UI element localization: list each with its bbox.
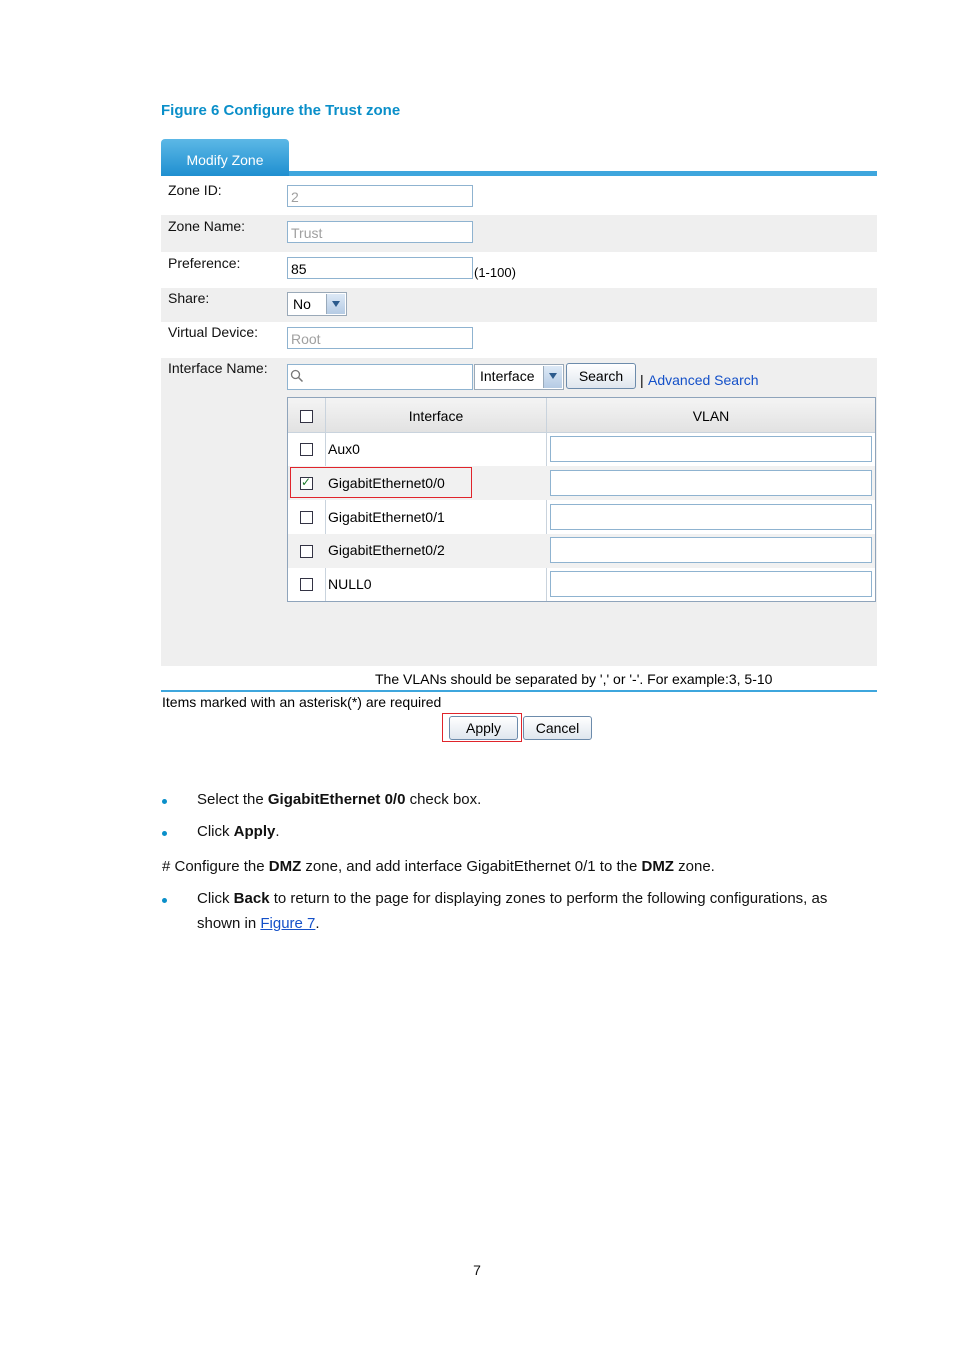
select-all-checkbox[interactable] <box>300 410 313 423</box>
paragraph-dmz <box>162 858 715 875</box>
vlan-hint: The VLANs should be separated by ',' or '-'. For example:3, 5-10 <box>375 671 773 687</box>
text: zone, and add interface GigabitEthernet 0/1 to the <box>301 858 642 875</box>
interface-filter-select[interactable] <box>474 364 564 390</box>
required-note: Items marked with an asterisk(*) are required <box>162 694 442 710</box>
chevron-down-icon <box>543 366 562 388</box>
bold-text: Apply <box>233 823 276 840</box>
interface-name: Aux0 <box>328 441 360 457</box>
row-zone-id <box>161 176 877 215</box>
row-zone-name <box>161 215 877 252</box>
vlan-input[interactable] <box>550 436 872 462</box>
link-separator: | <box>640 372 644 388</box>
zone-id-label: Zone ID: <box>168 182 222 198</box>
step-1 <box>197 791 481 808</box>
row-checkbox-null0[interactable] <box>300 578 313 591</box>
row-checkbox-aux0[interactable] <box>300 443 313 456</box>
text: # Configure the <box>162 858 269 875</box>
bullet <box>162 898 167 903</box>
row-virtual-device <box>161 322 877 358</box>
tab-modify-zone[interactable] <box>161 139 289 176</box>
col-header-vlan: VLAN <box>692 408 730 424</box>
row-checkbox-ge02[interactable] <box>300 545 313 558</box>
preference-label: Preference: <box>168 255 241 271</box>
text: . <box>275 823 280 840</box>
footer-divider <box>161 690 877 692</box>
preference-input[interactable]: 85 <box>287 257 473 279</box>
bold-text: DMZ <box>641 858 674 875</box>
tab-label: Modify Zone <box>186 152 264 168</box>
bold-text: GigabitEthernet 0/0 <box>267 791 406 808</box>
vlan-input[interactable] <box>550 470 872 496</box>
chevron-down-icon <box>326 294 345 314</box>
virtual-device-label: Virtual Device: <box>168 324 259 340</box>
interface-name-label: Interface Name: <box>168 360 268 376</box>
text: check box. <box>405 791 482 808</box>
text: . <box>315 915 320 932</box>
step-3 <box>197 890 867 907</box>
search-button[interactable]: Search <box>566 363 636 389</box>
row-preference <box>161 252 877 288</box>
zone-id-input[interactable]: 2 <box>287 185 473 207</box>
advanced-search-link[interactable]: Advanced Search <box>648 372 759 388</box>
zone-name-input[interactable]: Trust <box>287 221 473 243</box>
share-label: Share: <box>168 290 210 306</box>
interface-name: GigabitEthernet0/1 <box>328 509 445 525</box>
text: Select the <box>197 791 268 808</box>
col-header-interface: Interface <box>408 408 464 424</box>
text: Click <box>197 823 234 840</box>
interface-name: GigabitEthernet0/0 <box>328 475 445 491</box>
text: shown in <box>197 915 261 932</box>
step-2 <box>197 823 280 840</box>
apply-button[interactable]: Apply <box>449 716 518 740</box>
figure-caption: Figure 6 Configure the Trust zone <box>161 102 401 119</box>
virtual-device-input[interactable]: Root <box>287 327 473 349</box>
bullet <box>162 831 167 836</box>
interface-search-input[interactable] <box>287 364 473 390</box>
row-checkbox-ge01[interactable] <box>300 511 313 524</box>
step-3-line-2 <box>197 915 320 932</box>
interface-filter-value: Interface <box>480 368 535 384</box>
zone-name-label: Zone Name: <box>168 218 246 234</box>
bullet <box>162 799 167 804</box>
text: Click <box>197 890 234 907</box>
preference-range: (1-100) <box>474 265 516 280</box>
page-number: 7 <box>473 1262 481 1278</box>
interface-name: GigabitEthernet0/2 <box>328 542 445 558</box>
vlan-input[interactable] <box>550 504 872 530</box>
vlan-input[interactable] <box>550 537 872 563</box>
text: zone. <box>673 858 715 875</box>
search-icon <box>290 369 304 383</box>
row-share <box>161 288 877 322</box>
row-checkbox-ge00[interactable] <box>300 477 313 490</box>
share-select[interactable] <box>287 292 347 316</box>
share-value: No <box>293 296 311 312</box>
bold-text: DMZ <box>268 858 302 875</box>
bold-text: Back <box>233 890 270 907</box>
text: to return to the page for displaying zones to perform the following configurations, as <box>269 890 828 907</box>
interface-name: NULL0 <box>328 576 372 592</box>
vlan-input[interactable] <box>550 571 872 597</box>
cancel-button[interactable]: Cancel <box>523 716 592 740</box>
figure-7-link[interactable]: Figure 7 <box>260 915 316 932</box>
